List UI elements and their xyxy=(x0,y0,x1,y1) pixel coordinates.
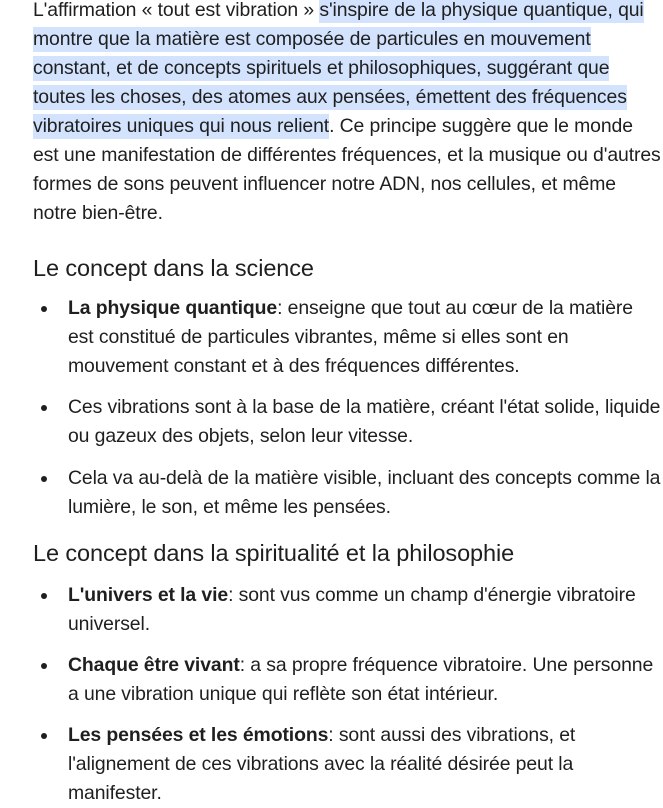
bullet-icon xyxy=(41,733,47,739)
bullet-icon xyxy=(41,306,47,312)
spirituality-heading: Le concept dans la spiritualité et la philosophie xyxy=(33,540,515,566)
spirituality-list xyxy=(33,581,661,808)
science-heading: Le concept dans la science xyxy=(33,255,314,281)
item-text: : a sa propre fréquence vibratoire. Une personne a une vibration unique qui reflète son état intérieur. xyxy=(68,654,654,705)
list-item xyxy=(33,581,661,639)
list-item xyxy=(33,651,661,709)
bullet-icon xyxy=(41,663,47,669)
highlighted-text[interactable]: s'inspire de la physique quantique, qui montre que la matière est composée de particules en mouvement constant, et de concepts spirituels et philosophiques, suggérant que toutes les choses, des atomes aux pensées, émettent des fréquences vibratoires uniques qui nous relient xyxy=(33,0,644,137)
intro-text-end: . Ce principe suggère que le monde est une manifestation de différentes fréquences, et la musique ou d'autres formes de sons peuvent influencer notre ADN, nos cellules, et même notre bien-être. xyxy=(33,115,661,224)
item-text: Ces vibrations sont à la base de la matière, créant l'état solide, liquide ou gazeux des objets, selon leur vitesse. xyxy=(68,396,661,447)
item-term: La physique quantique xyxy=(68,297,278,319)
list-item xyxy=(33,721,661,808)
bullet-icon xyxy=(41,593,47,599)
intro-paragraph xyxy=(33,0,661,228)
bullet-icon xyxy=(41,476,47,482)
item-text: : sont aussi des vibrations, et l'alignement de ces vibrations avec la réalité désirée peut la manifester. xyxy=(68,724,576,804)
item-text: Cela va au-delà de la matière visible, incluant des concepts comme la lumière, le son, et même les pensées. xyxy=(68,467,661,518)
list-item xyxy=(33,294,661,381)
science-list xyxy=(33,294,661,522)
list-item xyxy=(33,464,661,522)
item-text: : enseigne que tout au cœur de la matière est constitué de particules vibrantes, même si elles sont en mouvement constant et à des fréquences différentes. xyxy=(68,297,633,377)
item-term: L'univers et la vie xyxy=(68,584,229,606)
item-term: Les pensées et les émotions xyxy=(68,724,329,746)
list-item xyxy=(33,393,661,451)
item-term: Chaque être vivant xyxy=(68,654,240,676)
item-text: : sont vus comme un champ d'énergie vibratoire universel. xyxy=(68,584,636,635)
bullet-icon xyxy=(41,405,47,411)
intro-text-start: L'affirmation « tout est vibration » xyxy=(33,0,320,21)
